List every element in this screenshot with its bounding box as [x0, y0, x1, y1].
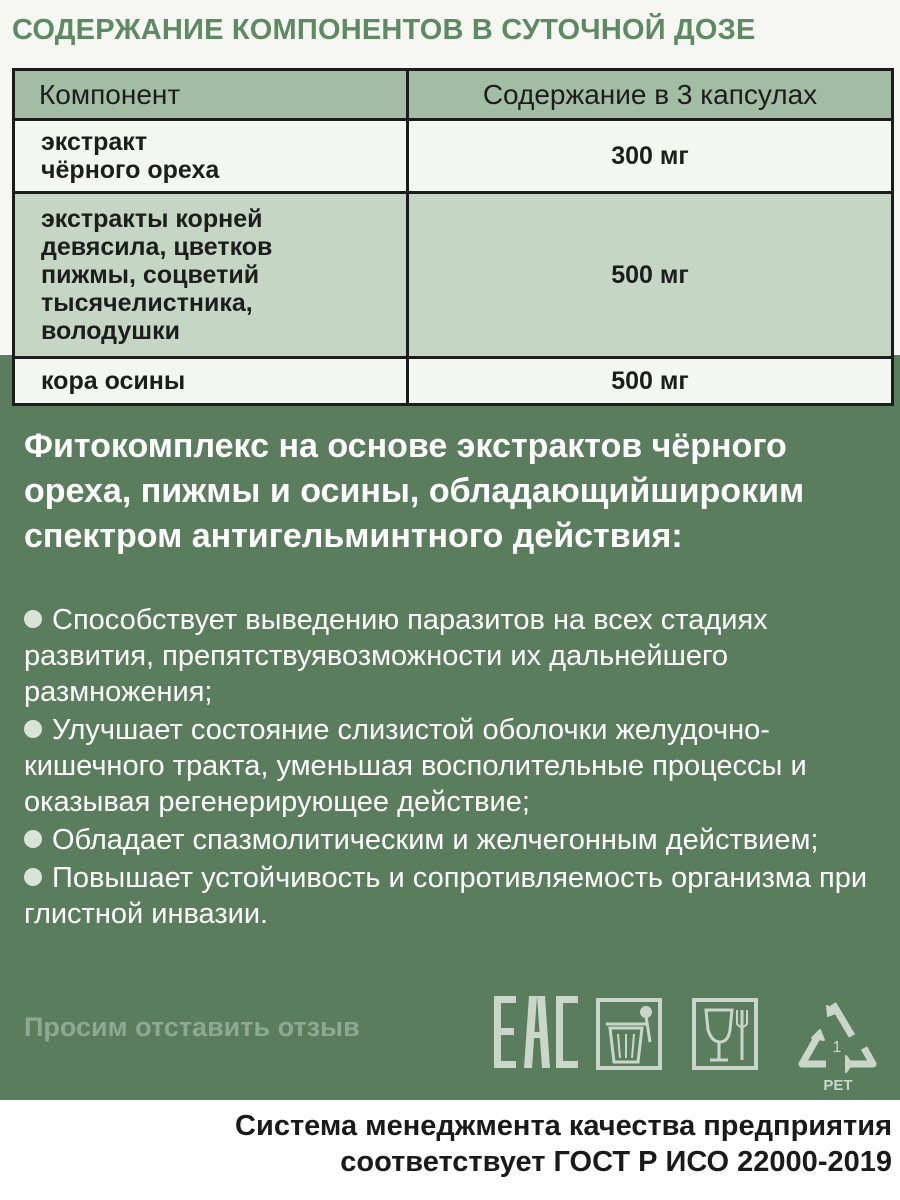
food-safe-icon — [694, 1000, 756, 1068]
column-header-amount: Содержание в 3 капсулах — [408, 70, 893, 120]
benefits-list — [24, 602, 894, 934]
recycle-number: 1 — [832, 1039, 842, 1056]
intro-text: Фитокомплекс на основе экстрактов чёрного ореха, пижмы и осины, обладающийшироким спектром антигельминтного действия: — [24, 427, 805, 555]
table-row — [14, 193, 893, 358]
list-item: Способствует выведению паразитов на всех стадиях развития, препятствуявозможности их дальнейшего размножения; — [24, 604, 768, 708]
component-name: экстракт чёрного ореха — [14, 120, 408, 193]
component-amount: 500 мг — [408, 193, 893, 358]
trash-bin-icon — [598, 1000, 660, 1068]
recycle-material-label: PET — [823, 1077, 853, 1094]
list-item: Улучшает состояние слизистой оболочки желудочно-кишечного тракта, уменьшая восполительные процессы и оказывая регенерирующее действие; — [24, 714, 807, 818]
eac-mark — [494, 996, 578, 1068]
review-prompt: Просим отставить отзыв — [24, 1012, 360, 1042]
quality-statement-line2: соответствует ГОСТ Р ИСО 22000-2019 — [340, 1146, 892, 1178]
bullet-icon — [24, 610, 42, 628]
table-row — [14, 120, 893, 193]
bullet-icon — [24, 868, 42, 886]
list-item: Обладает спазмолитическим и желчегонным действием; — [24, 822, 894, 858]
bullet-icon — [24, 720, 42, 738]
component-name: экстракты корней девясила, цветков пижмы, соцветий тысячелистника, володушки — [14, 193, 408, 358]
table-row — [14, 358, 893, 405]
component-amount: 300 мг — [408, 120, 893, 193]
component-name: кора осины — [14, 358, 408, 405]
column-header-component: Компонент — [14, 70, 408, 120]
component-amount: 500 мг — [408, 358, 893, 405]
bullet-icon — [24, 830, 42, 848]
section-heading: СОДЕРЖАНИЕ КОМПОНЕНТОВ В СУТОЧНОЙ ДОЗЕ — [12, 14, 756, 46]
components-table — [12, 68, 894, 406]
quality-statement — [12, 1108, 892, 1180]
recycle-pet-icon — [802, 1004, 873, 1072]
quality-statement-line1: Система менеджмента качества предприятия — [235, 1110, 892, 1142]
certification-marks — [486, 990, 886, 1100]
list-item: Повышает устойчивость и сопротивляемость организма при глистной инвазии. — [24, 862, 868, 930]
table-header-row — [14, 70, 893, 120]
